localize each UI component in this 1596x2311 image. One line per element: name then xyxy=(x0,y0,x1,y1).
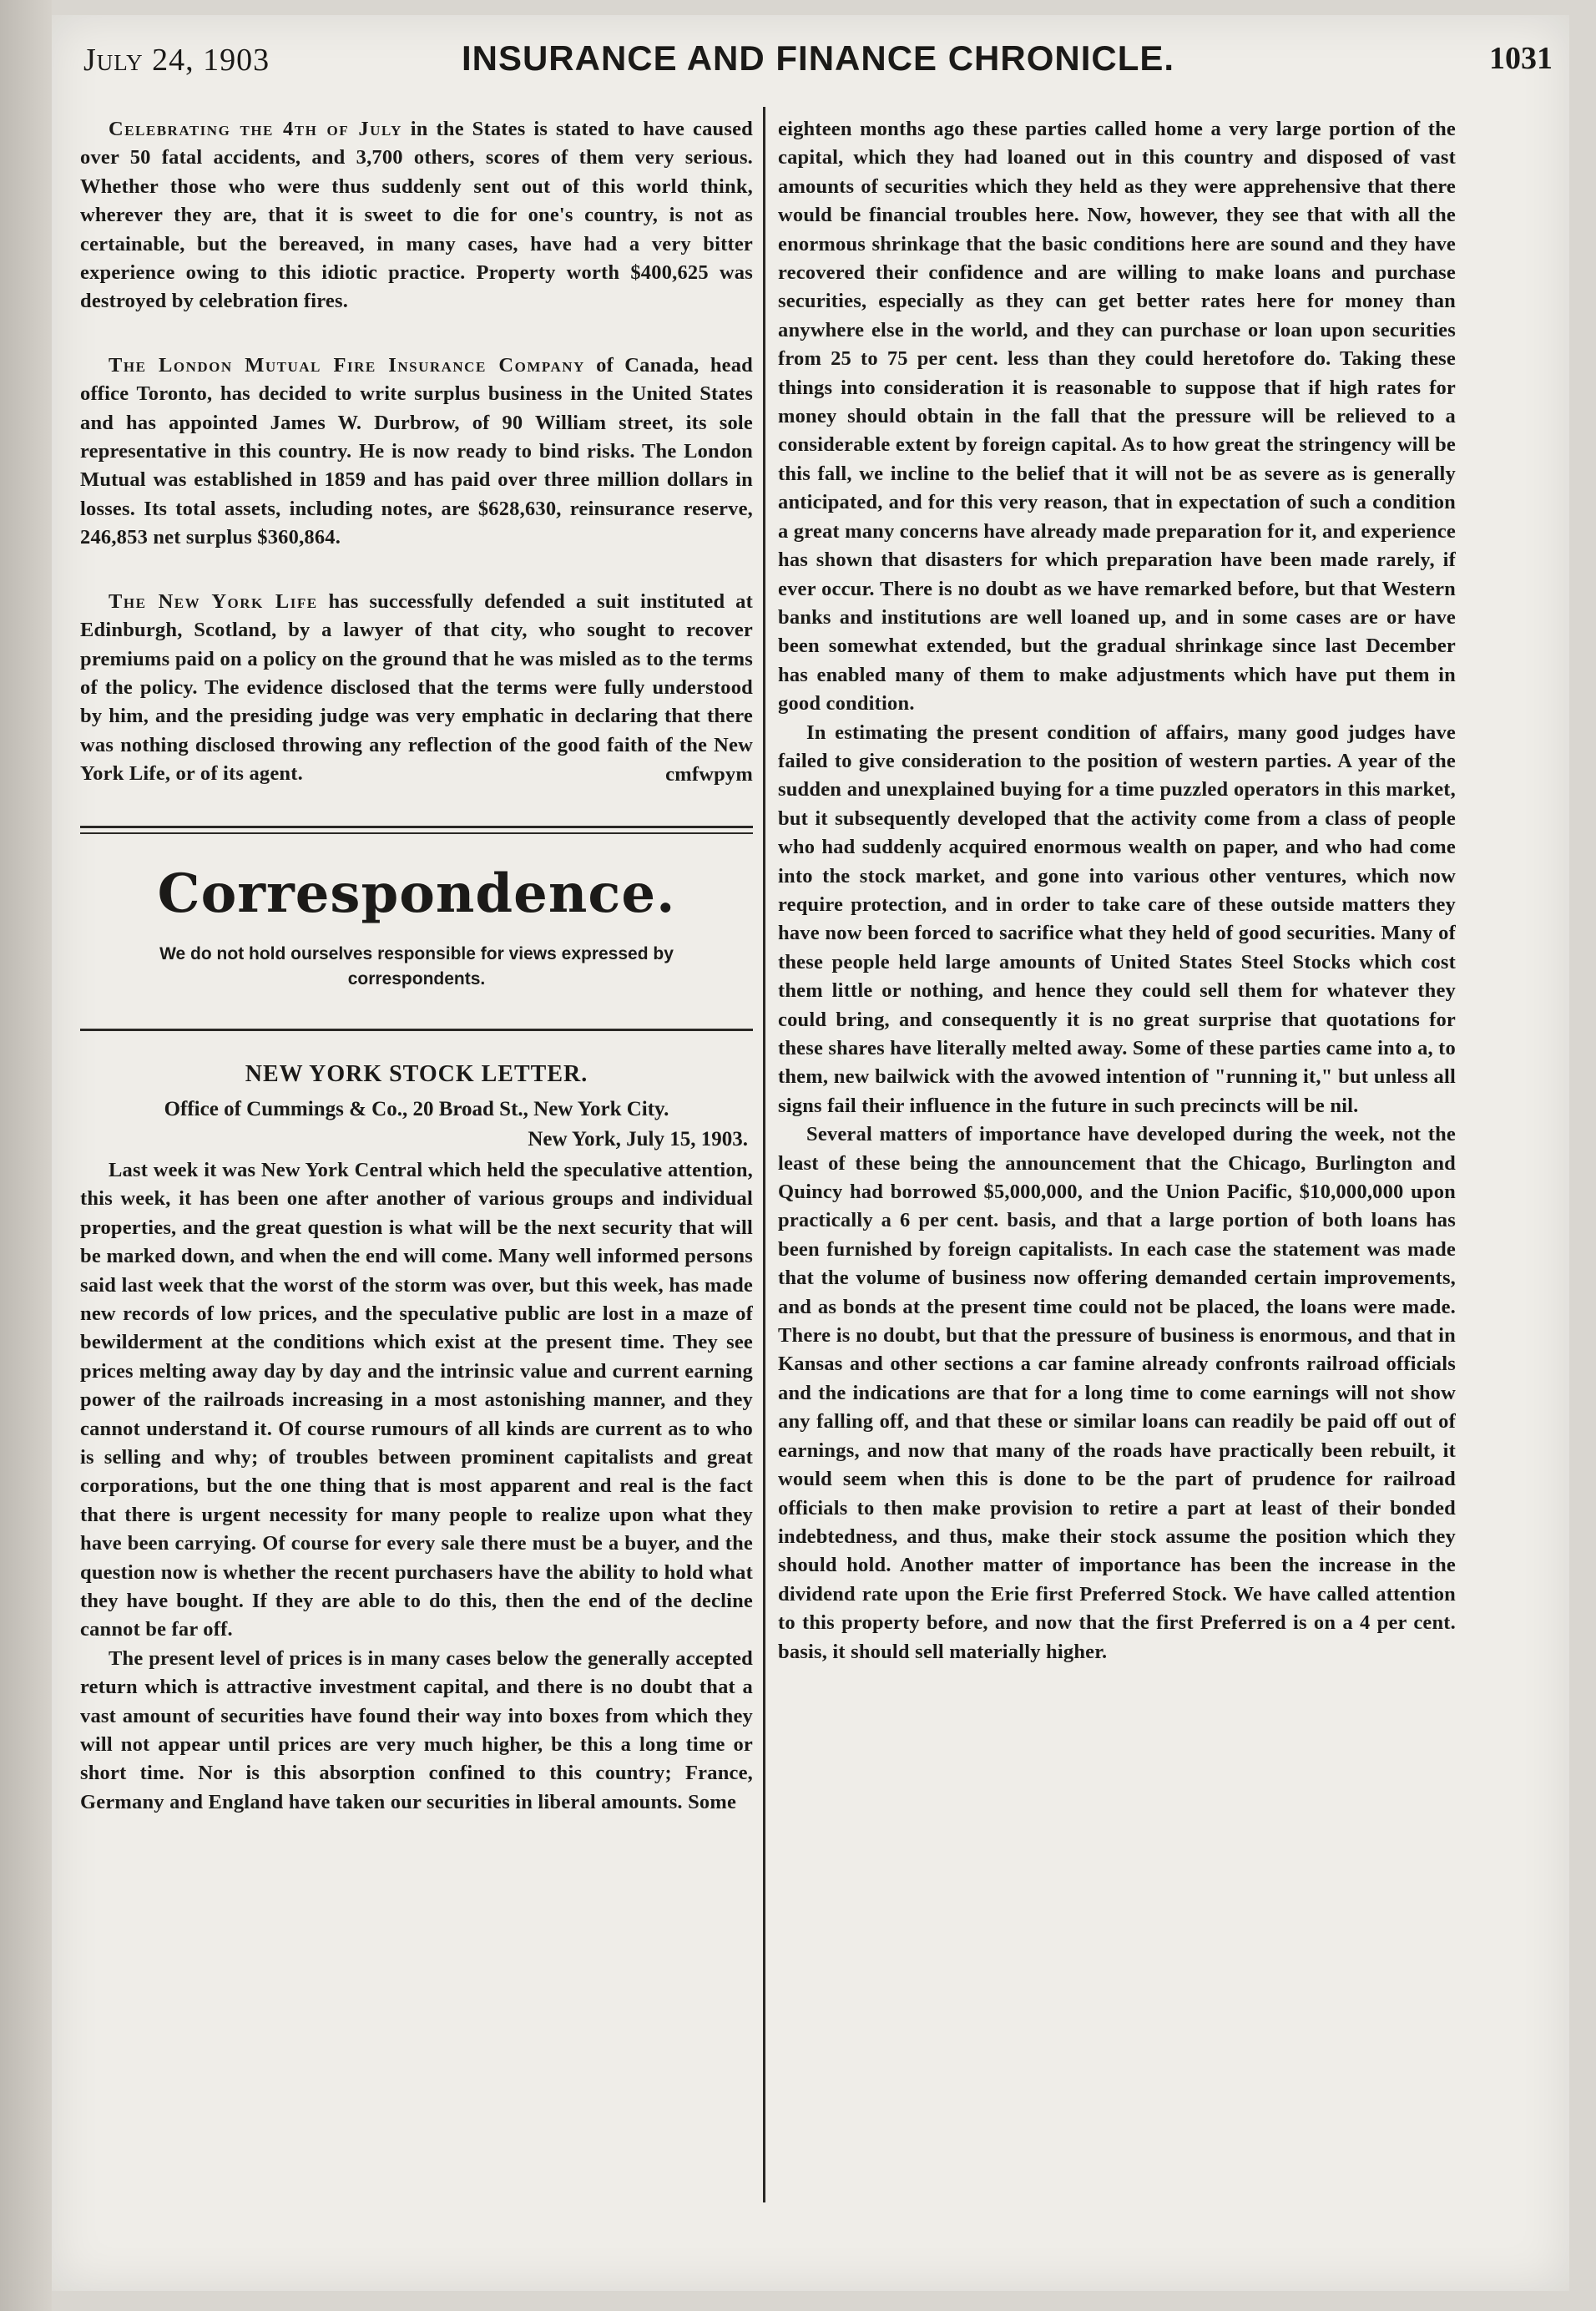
article-dateline: New York, July 15, 1903. xyxy=(528,1127,748,1150)
issue-date: July 24, 1903 xyxy=(83,43,270,78)
paragraph-london-mutual xyxy=(80,351,753,553)
page-number: 1031 xyxy=(1489,41,1553,76)
signature-text: cmfwpym xyxy=(665,762,753,786)
right-column xyxy=(778,115,1456,1666)
section-rule xyxy=(80,826,753,834)
left-column xyxy=(80,115,753,1817)
page-header xyxy=(83,33,1553,92)
article-paragraph: The present level of prices is in many cases below the generally accepted return which is attractive investment capital, and there is no doubt that a vast amount of securities have found their way into boxes from which they will not appear until prices are very much higher, be this a long time or short time. Nor is this absorption confined to this country; France, Germany and England have taken our securities in liberal amounts. Some xyxy=(80,1646,753,1813)
article-paragraph: eighteen months ago these parties called home a very large portion of the capital, which they had loaned out in this country and disposed of vast amounts of securities which they held as they were apprehensive that there would be financial troubles here. Now, however, they see that with all the enormous shrinkage that the basic conditions here are sound and they have recovered their confidence and are willing to make loans and purchase securities, especially as they can get better rates here for money than anywhere else in the world, and they can purchase or loan upon securities from 25 to 75 per cent. less than they could heretofore do. Taking these things into consideration it is reasonable to suppose that if high rates for money should obtain in the fall that the pressure will be relieved to a considerable extent by foreign capital. As to how great the stringency will be this fall, we incline to the belief that it will not be as severe as is generally anticipated, and for this very reason, that in expectation of such a condition a great many concerns have already made preparation for it, and experience has shown that disasters for which preparation have been made rarely, if ever occur. There is no doubt as we have remarked before, but that Western banks and institutions are well loaned up, and in some cases are or have been somewhat extended, but the gradual shrinkage since last December has enabled many of them to make adjustments which have put them in good condition. xyxy=(778,118,1456,716)
paragraph-text: of Canada, head office Toronto, has decided to write surplus business in the United States and has appointed James W. Durbrow, of 90 William street, its sole representative in this country. He is now ready to bind risks. The London Mutual was established in 1859 and has paid over three million dollars in losses. Its total assets, including notes, are $628,630, reinsurance reserve, 246,853 net surplus $360,864. xyxy=(80,353,753,549)
correspondence-heading: Correspondence. xyxy=(157,862,676,925)
article-title: NEW YORK STOCK LETTER. xyxy=(245,1060,588,1087)
column-divider xyxy=(763,107,765,2202)
newspaper-page xyxy=(52,15,1569,2291)
paragraph-new-york-life xyxy=(80,588,753,789)
article-office: Office of Cummings & Co., 20 Broad St., New York City. xyxy=(164,1097,669,1120)
correspondence-disclaimer: We do not hold ourselves responsible for views expressed by correspondents. xyxy=(159,943,674,989)
lead-in: The London Mutual Fire Insurance Company xyxy=(109,353,585,377)
article-paragraph: In estimating the present condition of affairs, many good judges have failed to give consideration to the position of western parties. A year of the sudden and unexplained buying for a time puzzled operators in this market, but it subsequently developed that the activity come from a class of people who had suddenly acquired enormous wealth on paper, and who had come into the stock market, and gone into various other ventures, which now require protection, and in order to take care of these outside matters they have now been forced to sacrifice what they held of good securities. Many of these people held large amounts of United States Steel Stocks which cost them little or nothing, and hence they could sell them for whatever they could bring, and consequently it is no great surprise that quotations for these shares have literally melted away. Some of these parties came into a, to them, new bailwick with the avowed intention of "running it," but unless all signs fail their influence in the future in such precincts will be nil. xyxy=(778,721,1456,1117)
section-rule xyxy=(80,1029,753,1031)
scan-edge xyxy=(0,0,52,2311)
paragraph-fourth-of-july xyxy=(80,115,753,316)
paragraph-text: in the States is stated to have caused over 50 fatal accidents, and 3,700 others, scores of them very serious. Whether those who were thus suddenly sent out of this world think, wherever they are, that it is sweet to die for one's country, is not as certainable, but the bereaved, in many cases, have had a very bitter experience owing to this idiotic practice. Property worth $400,625 was destroyed by celebration fires. xyxy=(80,118,753,313)
lead-in: Celebrating the 4th of July xyxy=(109,118,402,140)
lead-in: The New York Life xyxy=(109,589,318,613)
paragraph-text: has successfully defended a suit instituted at Edinburgh, Scotland, by a lawyer of that city, who sought to recover premiums paid on a policy on the ground that he was misled as to the terms of the policy. The evidence disclosed that the terms were fully understood by him, and the presiding judge was very emphatic in declaring that there was nothing disclosed throwing any reflection of the good faith of the New York Life, or of its agent. xyxy=(80,589,753,786)
article-paragraph: Several matters of importance have developed during the week, not the least of these being the announcement that the Chicago, Burlington and Quincy had borrowed $5,000,000, and the Union Pacific, $10,000,000 upon practically a 6 per cent. basis, and that a large portion of both loans has been furnished by foreign capitalists. In each case the statement was made that the volume of business now offering demanded certain improvements, and as bonds at the present time could not be placed, the loans were made. There is no doubt, but that the pressure of business is enormous, and that in Kansas and other sections a car famine already confronts railroad officials and the indications are that for a long time to come earnings will not show any falling off, and that these or similar loans can readily be paid off out of earnings, and now that many of the roads have practically been rebuilt, it would seem when this is done to be the part of prudence for railroad officials to then make provision to retire a part at least of their bonded indebtedness, and thus, make their stock assume the position which they should hold. Another matter of importance has been the increase in the dividend rate upon the Erie first Preferred Stock. We have called attention to this property before, and now that the first Preferred is on a 4 per cent. basis, it should sell materially higher. xyxy=(778,1123,1456,1663)
publication-title: INSURANCE AND FINANCE CHRONICLE. xyxy=(461,38,1175,78)
article-paragraph: Last week it was New York Central which held the speculative attention, this week, it has been one after another of various groups and individual properties, and the great question is what will be the next security that will be marked down, and when the end will come. Many well informed persons said last week that the worst of the storm was over, but this week, has made new records of low prices, and the speculative public are lost in a maze of bewilderment at the conditions which exist at the present time. They see prices melting away day by day and the intrinsic value and current earning power of the railroads increasing in a most astonishing manner, and they cannot understand it. Of course rumours of all kinds are current as to who is selling and why; of troubles between prominent capitalists and great corporations, but the one thing that is most apparent and real is the fact that there is urgent necessity for many people to realize upon what they have been carrying. Of course for every sale there must be a buyer, and the question now is whether the recent purchasers have the ability to hold what they have bought. If they are able to do this, then the end of the decline cannot be far off. xyxy=(80,1158,753,1641)
